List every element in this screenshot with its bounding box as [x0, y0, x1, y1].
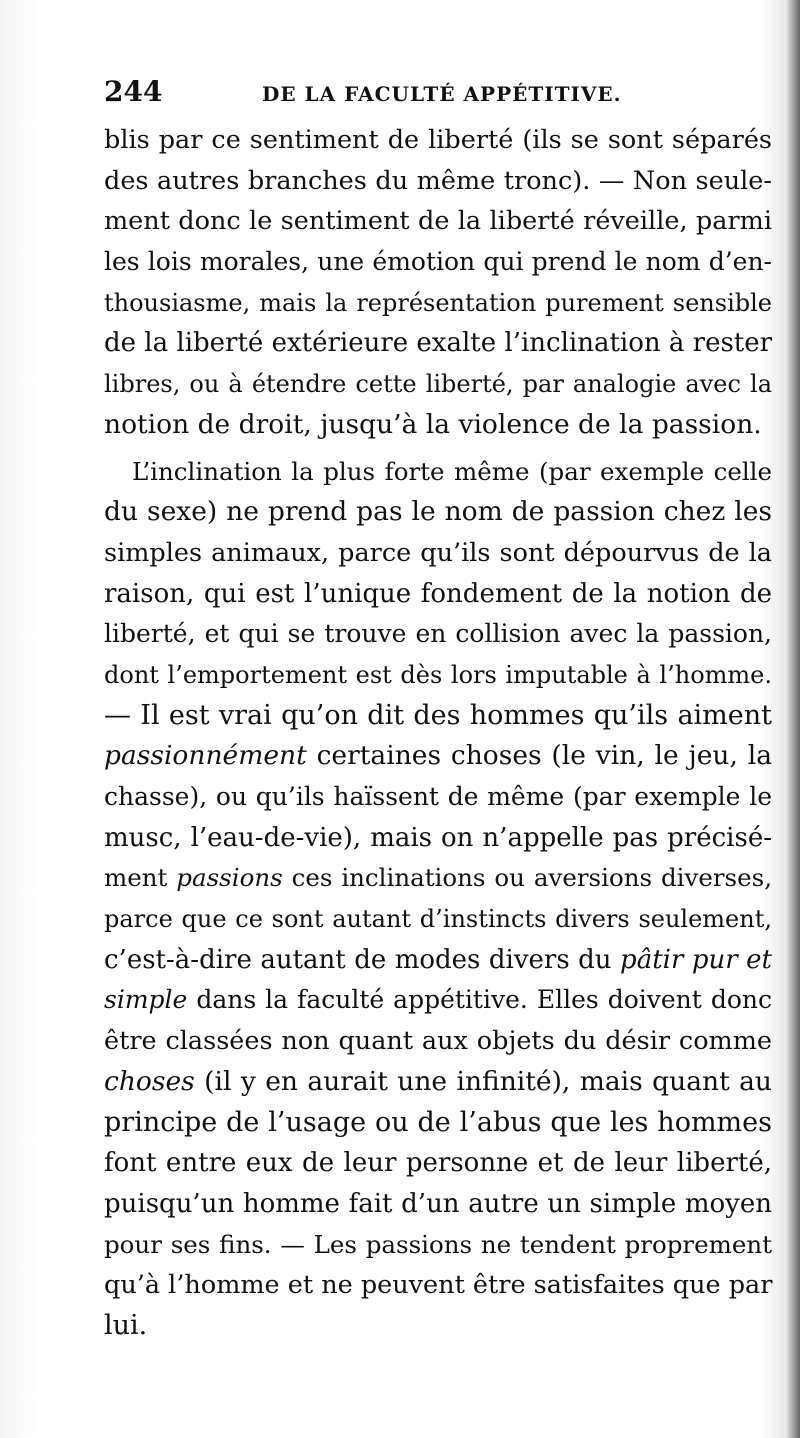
text-line: puisqu’un homme fait d’un autre un simple moyen — [104, 1188, 772, 1219]
text-line — [104, 980, 772, 1021]
text-line: L’inclination la plus forte même (par exemple celle — [132, 456, 772, 486]
text-line: simples animaux, parce qu’ils sont dépourvus de la — [104, 537, 772, 568]
text-line: principe de l’usage ou de l’abus que les hommes — [104, 1106, 772, 1138]
text-line: — Il est vrai qu’on dit des hommes qu’ils aiment — [104, 699, 772, 731]
text-line: les lois morales, une émotion qui prend le nom d’en- — [104, 247, 772, 277]
text-line: thousiasme, mais la représentation purement sensible — [104, 288, 772, 317]
text-line: libres, ou à étendre cette liberté, par analogie avec la — [104, 370, 772, 399]
page-header — [104, 74, 744, 110]
text-line — [104, 736, 772, 777]
text-line: notion de droit, jusqu’à la violence de la passion. — [104, 408, 762, 440]
running-title: DE LA FACULTÉ APPÉTITIVE. — [262, 82, 622, 106]
page-edge-shadow — [786, 0, 800, 1438]
text-line: des autres branches du même tronc). — Non seule- — [104, 165, 772, 196]
italic-word: passionnément — [104, 740, 307, 772]
text-run: (il y en aurait une infinité), mais quant au — [194, 1065, 772, 1097]
text-line: font entre eux de leur personne et de leur liberté, — [104, 1148, 772, 1179]
text-line: blis par ce sentiment de liberté (ils se sont séparés — [104, 125, 772, 155]
text-line: parce que ce sont autant d’instincts divers seulement, — [104, 905, 772, 934]
page-number: 244 — [104, 75, 163, 108]
text-line: liberté, et qui se trouve en collision avec la passion, — [104, 619, 772, 649]
text-line: pour ses fins. — Les passions ne tendent proprement — [104, 1229, 772, 1259]
text-line: être classées non quant aux objets du désir comme — [104, 1026, 772, 1057]
text-line: chasse), ou qu’ils haïssent de même (par exemple le — [104, 782, 772, 811]
italic-word: simple — [104, 985, 188, 1015]
text-line: qu’à l’homme et ne peuvent être satisfaites que par — [104, 1270, 773, 1301]
text-run: certaines choses (le vin, le jeu, la — [306, 740, 772, 772]
italic-word: passions — [176, 863, 283, 893]
text-line: du sexe) ne prend pas le nom de passion chez les — [104, 496, 772, 528]
text-line: dont l’emportement est dès lors imputable à l’homme. — [104, 660, 772, 689]
text-run: dans la faculté appétitive. Elles doivent donc — [187, 985, 772, 1015]
text-line: raison, qui est l’unique fondement de la notion de — [104, 578, 772, 609]
italic-word: choses — [104, 1065, 195, 1097]
text-line — [104, 858, 772, 899]
text-line: ment donc le sentiment de la liberté réveille, parmi — [104, 206, 772, 237]
text-line — [104, 940, 772, 981]
text-line: lui. — [104, 1309, 148, 1341]
text-run: ces inclinations ou aversions diverses, — [282, 863, 772, 893]
italic-word: pâtir pur et — [620, 944, 772, 975]
text-line — [104, 1062, 772, 1103]
text-run: ment — [104, 863, 177, 893]
text-line: de la liberté extérieure exalte l’inclination à rester — [104, 328, 773, 359]
body-text — [104, 120, 772, 1347]
text-line: musc, l’eau-de-vie), mais on n’appelle pas précisé- — [104, 822, 772, 853]
text-run: c’est-à-dire autant de modes divers du — [104, 944, 621, 975]
